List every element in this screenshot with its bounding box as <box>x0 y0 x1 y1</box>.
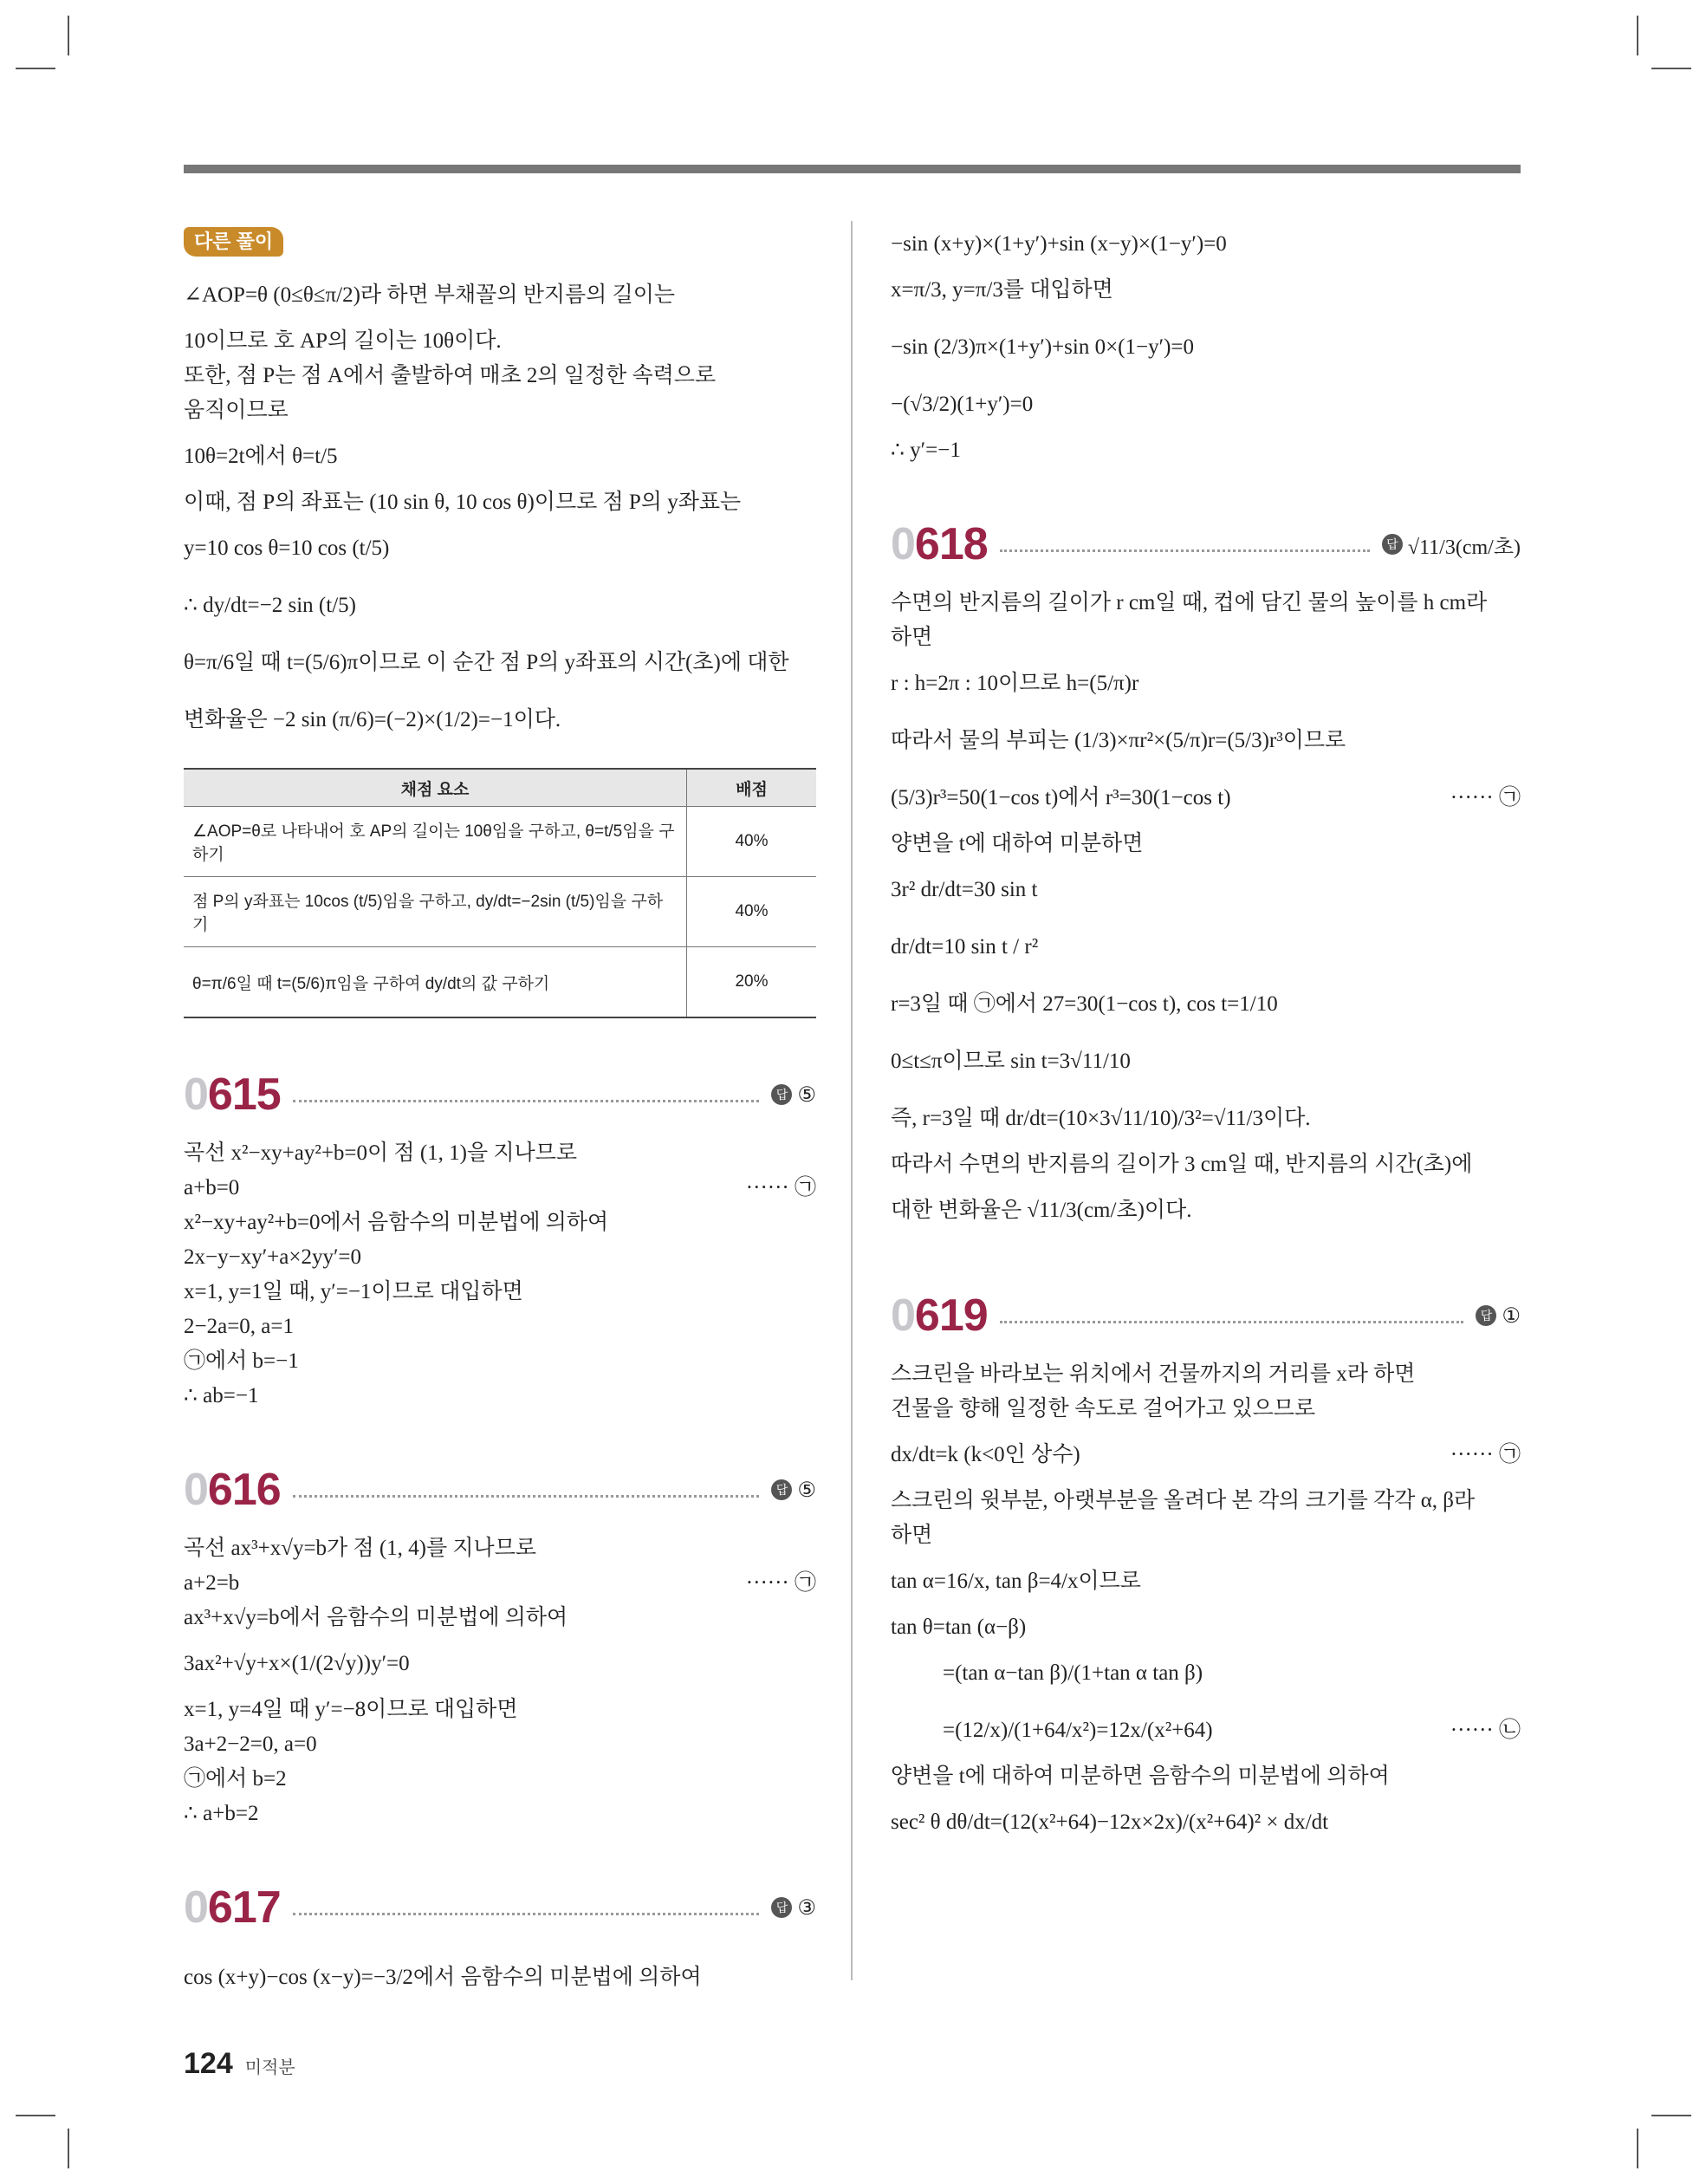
table-cell: ∠AOP=θ로 나타내어 호 AP의 길이는 10θ임을 구하고, θ=t/5임을 구하기 <box>184 807 687 877</box>
text-line: 3ax²+√y+x×(1/(2√y))y′=0 <box>184 1652 410 1675</box>
text-line: dr/dt=10 sin t / r² <box>891 935 1039 959</box>
text-line: 10이므로 호 AP의 길이는 10θ이다. <box>184 329 502 353</box>
leader-dots <box>293 1100 760 1102</box>
text-line: 따라서 물의 부피는 (1/3)×πr²×(5/π)r=(5/3)r³이므로 <box>891 729 1346 752</box>
text-line: 즉, r=3일 때 dr/dt=(10×3√11/10)/3²=√11/3이다. <box>891 1107 1311 1130</box>
leader-dots <box>293 1495 760 1498</box>
text-line: 0≤t≤π이므로 sin t=3√11/10 <box>891 1050 1131 1073</box>
page-number: 124 <box>184 2047 233 2080</box>
text-line: a+b=0 ······ ㉠ <box>184 1171 816 1206</box>
problem-number: 0617 <box>184 1882 281 1933</box>
scoring-table <box>184 768 816 1018</box>
right-column <box>891 227 1521 1851</box>
text-line: 건물을 향해 일정한 속도로 걸어가고 있으므로 <box>891 1397 1316 1420</box>
answer-icon: 답 <box>771 1897 792 1918</box>
text-line: ∴ a+b=2 <box>184 1802 259 1825</box>
page-footer <box>184 2047 295 2081</box>
equation-marker: ······ ㉠ <box>745 1176 816 1199</box>
header-rule <box>184 165 1521 173</box>
text-line: 3r² dr/dt=30 sin t <box>891 878 1038 901</box>
text-line: ∴ y′=−1 <box>891 439 961 462</box>
text-line: −(√3/2)(1+y′)=0 <box>891 393 1034 416</box>
text-line: r : h=2π : 10이므로 h=(5/π)r <box>891 672 1139 695</box>
text-line: 스크린을 바라보는 위치에서 건물까지의 거리를 x라 하면 <box>891 1362 1416 1386</box>
text-line: 곡선 ax³+x√y=b가 점 (1, 4)를 지나므로 <box>184 1537 537 1560</box>
text-line: ㉠에서 b=2 <box>184 1767 287 1791</box>
text-line: 또한, 점 P는 점 A에서 출발하여 매초 2의 일정한 속력으로 <box>184 364 717 387</box>
equation-marker: ······ ㉠ <box>745 1571 816 1595</box>
text-line: 수면의 반지름의 길이가 r cm일 때, 컵에 담긴 물의 높이를 h cm라 <box>891 591 1488 614</box>
answer-icon: 답 <box>771 1084 792 1105</box>
table-cell: 점 P의 y좌표는 10cos (t/5)임을 구하고, dy/dt=−2sin (t/5)임을 구하기 <box>184 877 687 947</box>
alt-solution-badge: 다른 풀이 <box>184 227 283 257</box>
text-line: x=π/3, y=π/3를 대입하면 <box>891 278 1113 302</box>
text-line: 움직이므로 <box>184 399 289 422</box>
text-line: cos (x+y)−cos (x−y)=−3/2에서 음함수의 미분법에 의하여 <box>184 1966 702 1989</box>
text-line: 양변을 t에 대하여 미분하면 음함수의 미분법에 의하여 <box>891 1765 1390 1788</box>
table-header: 배점 <box>687 769 817 807</box>
text-line: r=3일 때 ㉠에서 27=30(1−cos t), cos t=1/10 <box>891 992 1278 1016</box>
answer-icon: 답 <box>1476 1305 1496 1326</box>
answer: 답 √11/3(cm/초) <box>1382 530 1521 560</box>
leader-dots <box>1000 549 1370 552</box>
answer: 답 ③ <box>771 1895 816 1921</box>
text-line: =(12/x)/(1+64/x²)=12x/(x²+64) ······ ㉡ <box>891 1702 1521 1759</box>
problem-header-0615 <box>184 1069 816 1121</box>
table-cell: θ=π/6일 때 t=(5/6)π임을 구하여 dy/dt의 값 구하기 <box>184 947 687 1018</box>
problem-number: 0618 <box>891 519 988 569</box>
crop-mark <box>1651 2115 1691 2116</box>
text-line: 대한 변화율은 √11/3(cm/초)이다. <box>891 1199 1192 1222</box>
text-line: 양변을 t에 대하여 미분하면 <box>891 832 1144 855</box>
problem-number: 0615 <box>184 1069 281 1120</box>
text-line: y=10 cos θ=10 cos (t/5) <box>184 536 390 560</box>
table-cell: 40% <box>687 877 817 947</box>
column-divider <box>851 221 853 1980</box>
crop-mark <box>16 2115 55 2116</box>
text-line: tan α=16/x, tan β=4/x이므로 <box>891 1570 1141 1593</box>
table-row <box>184 947 816 1018</box>
answer-icon: 답 <box>1382 534 1403 555</box>
crop-mark <box>68 2129 69 2168</box>
leader-dots <box>293 1913 760 1915</box>
table-header: 채점 요소 <box>184 769 687 807</box>
text-line: 곡선 x²−xy+ay²+b=0이 점 (1, 1)을 지나므로 <box>184 1141 577 1165</box>
text-line: 스크린의 윗부분, 아랫부분을 올려다 본 각의 크기를 각각 α, β라 <box>891 1489 1476 1512</box>
leader-dots <box>1000 1321 1464 1323</box>
text-line: 하면 <box>891 1524 933 1547</box>
text-line: 2x−y−xy′+a×2yy′=0 <box>184 1245 362 1269</box>
text-line: x=1, y=4일 때 y′=−8이므로 대입하면 <box>184 1698 518 1721</box>
text-line: 2−2a=0, a=1 <box>184 1315 294 1338</box>
text-line: −sin (x+y)×(1+y′)+sin (x−y)×(1−y′)=0 <box>891 232 1227 256</box>
text-line: =(tan α−tan β)/(1+tan α tan β) <box>943 1661 1203 1685</box>
text-line: ∴ ab=−1 <box>184 1384 259 1407</box>
text-line: (5/3)r³=50(1−cos t)에서 r³=30(1−cos t) ······ ㉠ <box>891 770 1521 827</box>
text-line: x²−xy+ay²+b=0에서 음함수의 미분법에 의하여 <box>184 1211 609 1234</box>
problem-header-0616 <box>184 1464 816 1516</box>
text-line: sec² θ dθ/dt=(12(x²+64)−12x×2x)/(x²+64)² × dx/dt <box>891 1810 1329 1834</box>
problem-number: 0616 <box>184 1465 281 1515</box>
crop-mark <box>1637 16 1638 55</box>
text-line: 10θ=2t에서 θ=t/5 <box>184 445 338 468</box>
table-cell: 20% <box>687 947 817 1018</box>
problem-header-0618 <box>891 518 1521 570</box>
text-line: a+2=b ······ ㉠ <box>184 1566 816 1601</box>
text-line: dx/dt=k (k<0인 상수) ······ ㉠ <box>891 1427 1521 1484</box>
text-line: tan θ=tan (α−β) <box>891 1615 1027 1639</box>
text-line: θ=π/6일 때 t=(5/6)π이므로 이 순간 점 P의 y좌표의 시간(초)에 대한 <box>184 651 789 674</box>
text-line: ax³+x√y=b에서 음함수의 미분법에 의하여 <box>184 1606 568 1629</box>
problem-header-0619 <box>891 1290 1521 1342</box>
answer: 답 ① <box>1476 1303 1521 1329</box>
equation-marker: ······ ㉠ <box>1450 786 1521 809</box>
crop-mark <box>68 16 69 55</box>
table-cell: 40% <box>687 807 817 877</box>
problem-header-0617 <box>184 1882 816 1934</box>
equation-marker: ······ ㉡ <box>1450 1719 1521 1742</box>
crop-mark <box>1637 2129 1638 2168</box>
answer-icon: 답 <box>771 1479 792 1500</box>
text-line: 따라서 수면의 반지름의 길이가 3 cm일 때, 반지름의 시간(초)에 <box>891 1153 1473 1176</box>
crop-mark <box>16 68 55 69</box>
crop-mark <box>1651 68 1691 69</box>
text-line: 이때, 점 P의 좌표는 (10 sin θ, 10 cos θ)이므로 점 P의 y좌표는 <box>184 491 742 514</box>
answer: 답 ⑤ <box>771 1082 816 1108</box>
left-column <box>184 227 816 2006</box>
text-line: 하면 <box>891 626 933 649</box>
table-row <box>184 877 816 947</box>
problem-number: 0619 <box>891 1290 988 1341</box>
subject-label: 미적분 <box>244 2058 295 2077</box>
text-line: −sin (2/3)π×(1+y′)+sin 0×(1−y′)=0 <box>891 335 1194 359</box>
equation-marker: ······ ㉠ <box>1450 1443 1521 1466</box>
table-row <box>184 807 816 877</box>
text-line: ∠AOP=θ (0≤θ≤π/2)라 하면 부채꼴의 반지름의 길이는 <box>184 283 676 307</box>
answer: 답 ⑤ <box>771 1478 816 1503</box>
text-line: 변화율은 −2 sin (π/6)=(−2)×(1/2)=−1이다. <box>184 708 561 731</box>
text-line: ∴ dy/dt=−2 sin (t/5) <box>184 594 356 617</box>
text-line: 3a+2−2=0, a=0 <box>184 1732 317 1756</box>
text-line: ㉠에서 b=−1 <box>184 1349 299 1373</box>
text-line: x=1, y=1일 때, y′=−1이므로 대입하면 <box>184 1280 523 1303</box>
